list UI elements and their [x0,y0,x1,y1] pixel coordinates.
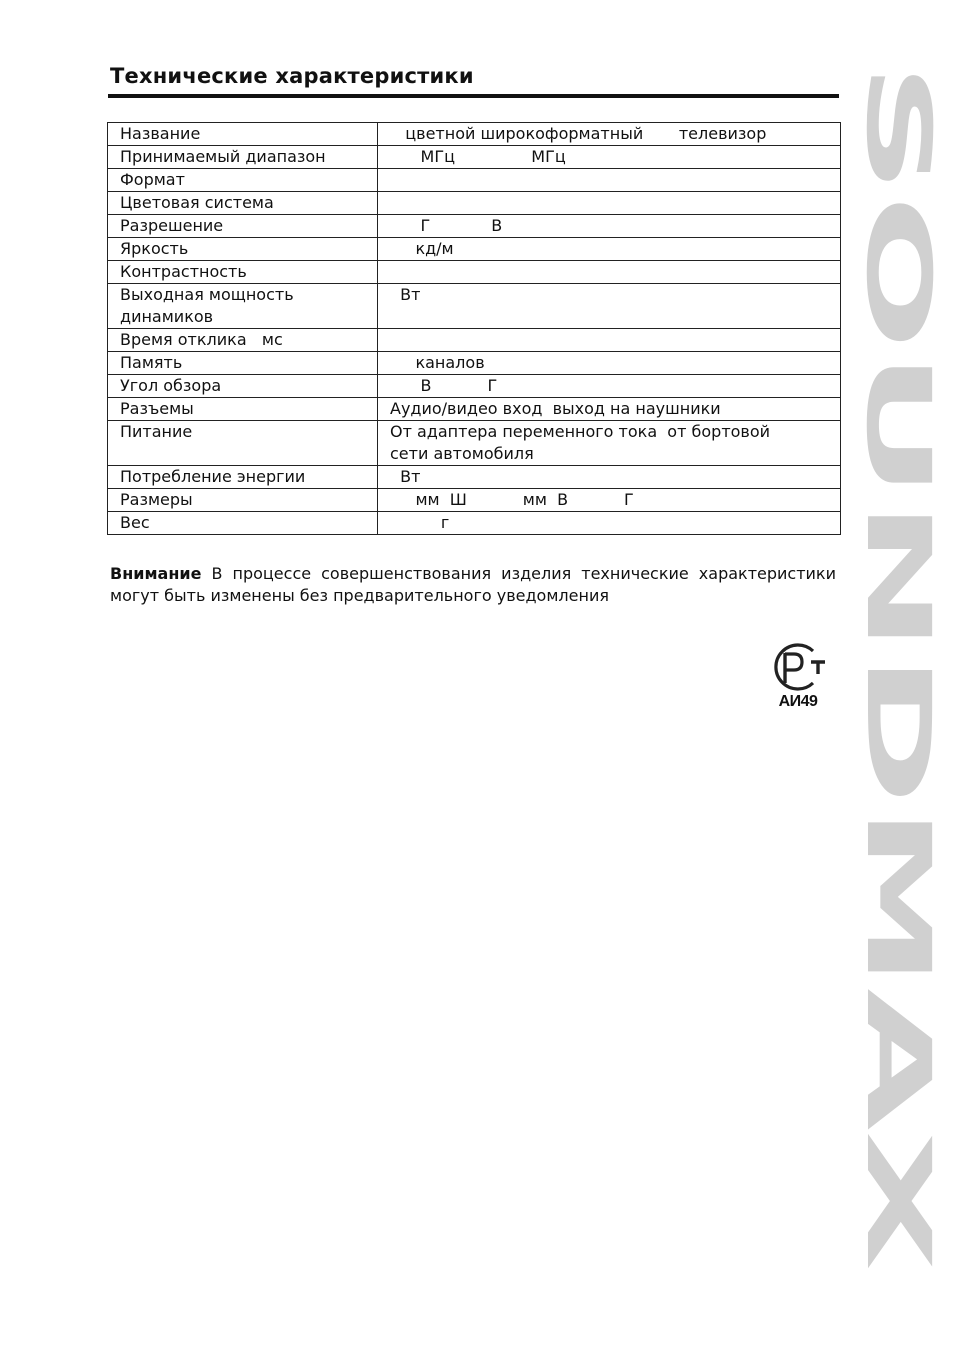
spec-label: Принимаемый диапазон [108,146,378,169]
spec-value: Г В [378,215,841,238]
table-row [108,215,841,238]
spec-label: Яркость [108,238,378,261]
spec-value: В Г [378,375,841,398]
spec-value: г [378,512,841,535]
spec-value: кд/м [378,238,841,261]
soundmax-logo [847,62,950,1272]
table-row [108,352,841,375]
spec-label: Разъемы [108,398,378,421]
certification-block [766,641,830,711]
table-row [108,261,841,284]
spec-label: Размеры [108,489,378,512]
table-row [108,466,841,489]
spec-value: мм Ш мм В Г [378,489,841,512]
spec-value: цветной широкоформатный телевизор [378,123,841,146]
spec-value [378,169,841,192]
table-row [108,398,841,421]
table-row [108,169,841,192]
brand-logo-text: SOUNDMAX [847,62,950,642]
spec-value [378,261,841,284]
title-underline [108,94,839,98]
table-row [108,421,841,466]
spec-value [378,192,841,215]
table-row [108,146,841,169]
table-row [108,238,841,261]
spec-label: Название [108,123,378,146]
spec-label: Вес [108,512,378,535]
spec-label: Формат [108,169,378,192]
table-row [108,123,841,146]
notice-lead: Внимание [110,564,202,583]
spec-value [378,329,841,352]
specifications-table [107,122,841,535]
spec-value: От адаптера переменного тока от бортовой сети автомобиля [378,421,841,466]
spec-value: Вт [378,284,841,329]
spec-value: каналов [378,352,841,375]
notice-paragraph [110,563,836,607]
table-row [108,489,841,512]
spec-label: Разрешение [108,215,378,238]
spec-label: Контрастность [108,261,378,284]
spec-label: Питание [108,421,378,466]
spec-label: Угол обзора [108,375,378,398]
spec-label: Время отклика мс [108,329,378,352]
table-row [108,192,841,215]
certification-code: АИ49 [778,693,818,710]
notice-text: В процессе совершенствования изделия технические характеристики могут быть изменены без предварительного уведомления [110,564,836,605]
table-row [108,375,841,398]
spec-value: МГц МГц [378,146,841,169]
spec-value: Вт [378,466,841,489]
page-title: Технические характеристики [110,64,474,88]
spec-value: Аудио/видео вход выход на наушники [378,398,841,421]
spec-label: Выходная мощность динамиков [108,284,378,329]
table-row [108,284,841,329]
spec-label: Цветовая система [108,192,378,215]
table-row [108,512,841,535]
spec-label: Память [108,352,378,375]
table-row [108,329,841,352]
spec-label: Потребление энергии [108,466,378,489]
rst-certification-mark-icon [767,641,829,693]
